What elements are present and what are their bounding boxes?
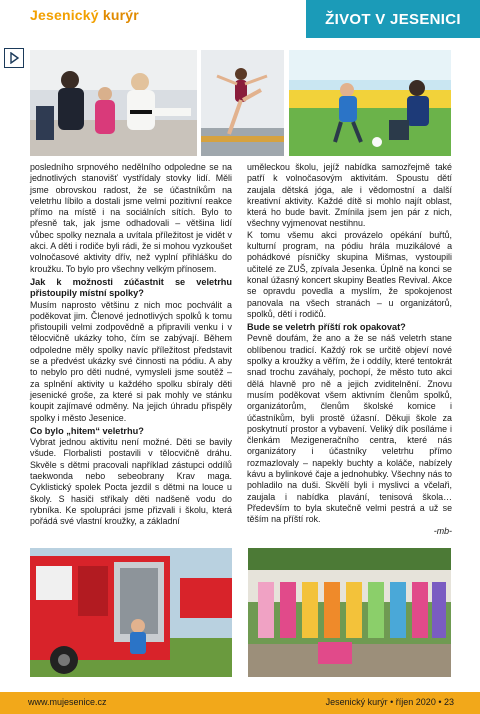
article-column-right	[247, 162, 452, 537]
magazine-brand[interactable]	[30, 7, 139, 23]
section-title: ŽIVOT V JESENICI	[306, 0, 480, 38]
photo-karate-demo	[30, 50, 197, 156]
col2-paragraph-2: K tomu všemu akci provázelo opékání buřtů, kulturní program, na pódiu hrála muzikálové a pohádkové písničky skupina Mišmas, vystoupili učitelé ze ZUŠ, zpívala Jesenka. Úplně na konci se konal úžasný koncert skupiny Beatles Revival. Akce se opravdu povedla a myslím, že spokojenost panovala na všech stranách – u organizátorů, spolků, dětí i rodičů.	[247, 229, 452, 319]
masthead	[0, 0, 480, 38]
photo-fire-truck	[30, 548, 232, 677]
col1-paragraph-1: posledního srpnového nedělního odpoledne se na jednotlivých stanovišť vystřídaly stovky lidí. Měli jsme obrovskou radost, že se účastníkům na veletrhu líbilo a dostali jsme velmi pozitivní reakce přímo na místě i na sociálních sítích. Bylo to přesně tak, jak jsme odhadovali – většina lidí vůbec spolky neznala a uvítala příležitost je vidět v akci. A děti i rodiče byli rádi, že si mohou vyzkoušet volnočasové aktivity dřív, než vyplní přihlášku do kroužku. To bylo pro všechny velkým přínosem.	[30, 162, 232, 274]
photo-gymnast	[201, 50, 284, 156]
question-heading-2: Co bylo „hitem“ veletrhu?	[30, 425, 144, 436]
page-footer	[0, 692, 480, 714]
website-link[interactable]: www.mujesenice.cz	[28, 697, 107, 707]
play-arrow-icon[interactable]	[4, 48, 24, 68]
col2-paragraph-1: uměleckou školu, jejíž nabídka samozřejmě také patří k volnočasovým aktivitám. Spoustu dětí zaujala dětská jóga, ale i vědomostní a další kreativní aktivity. Každé dítě si mohlo najít oblast, která ho bude bavit. Zmínila jsem jen pár z nich, všechny vyjmenovat nestihnu.	[247, 162, 452, 229]
photo-dance-group	[248, 548, 451, 677]
brand-word-1: Jesenický	[30, 7, 103, 23]
col1-paragraph-3: Vybrat jednou aktivitu není možné. Děti se bavily všude. Florbalisti postavili v tělocvičně dráhu. Skvěle s dětmi pracovali například zástupci oddílů taekwonda nebo sebeobrany Krav maga. Cyklistický spolek Pocta jezdil s dětmi na louce u školy. S hasiči stříkaly děti nadšeně vodu do rybníka. Ke spolupráci jsme přizvali i školu, která pořádá své vlastní kroužky, a základní	[30, 437, 232, 527]
question-heading-3: Bude se veletrh příští rok opakovat?	[247, 322, 406, 333]
col1-paragraph-2: Musím naprosto většinu z nich moc pochválit a poděkovat jim. Členové jednotlivých spolků k tomu přistoupili velmi zodpovědně a připravili venku i v tělocvičně ukázky toho, čím se zabývají. Během odpoledne měly spolky navíc příležitost představit se a předvést ukázky své činnosti na pódiu. A aby to nebylo pro děti nudné, vymysleli jsme soutěž – za splnění aktivity u každého spolku sbíraly děti jesenické groše, za které si pak mohly ve stánku koupit zajímavé odměny. Na jejich úhradu přispěly spolky i město Jesenice.	[30, 299, 232, 423]
article-column-left	[30, 162, 232, 528]
photo-football-kids	[289, 50, 451, 156]
brand-word-2: kurýr	[102, 7, 139, 23]
col2-paragraph-3: Pevně doufám, že ano a že se náš veletrh stane oblíbenou tradicí. Každý rok se určitě objeví nové spolky a kroužky a věřím, že i oddíly, které tentokrát snad trochu zaváhaly, pochopí, že město tuto akci dělá hlavně pro ně a jejich zviditelnění. Znovu musím poděkovat všem aktivním členům spolků, organizátorům, členům školské komice i účastníkům, byli prostě úžasní. Děkuji škole za poskytnutí prostor a vybavení. Veliký dík posíláme i členkám Mezigeneračního centra, které nás organizátory i účastníky veletrhu přímo rozmazlovaly – napekly buchty a koláče, nabízely kávu a bylinkové čaje a jednohubky. Všechny nás to pohladilo na duši. Skvělí byli i myslivci a včelaři, zaujala i nabídka plavání, tenisová škola… Především to byla skutečně velmi pestrá a už se těším na příští rok.	[247, 333, 452, 525]
question-heading-1: Jak k možnosti zúčastnit se veletrhu přistoupily místní spolky?	[30, 276, 232, 299]
author-signature: -mb-	[433, 525, 452, 536]
issue-info: Jesenický kurýr • říjen 2020 • 23	[325, 697, 454, 707]
